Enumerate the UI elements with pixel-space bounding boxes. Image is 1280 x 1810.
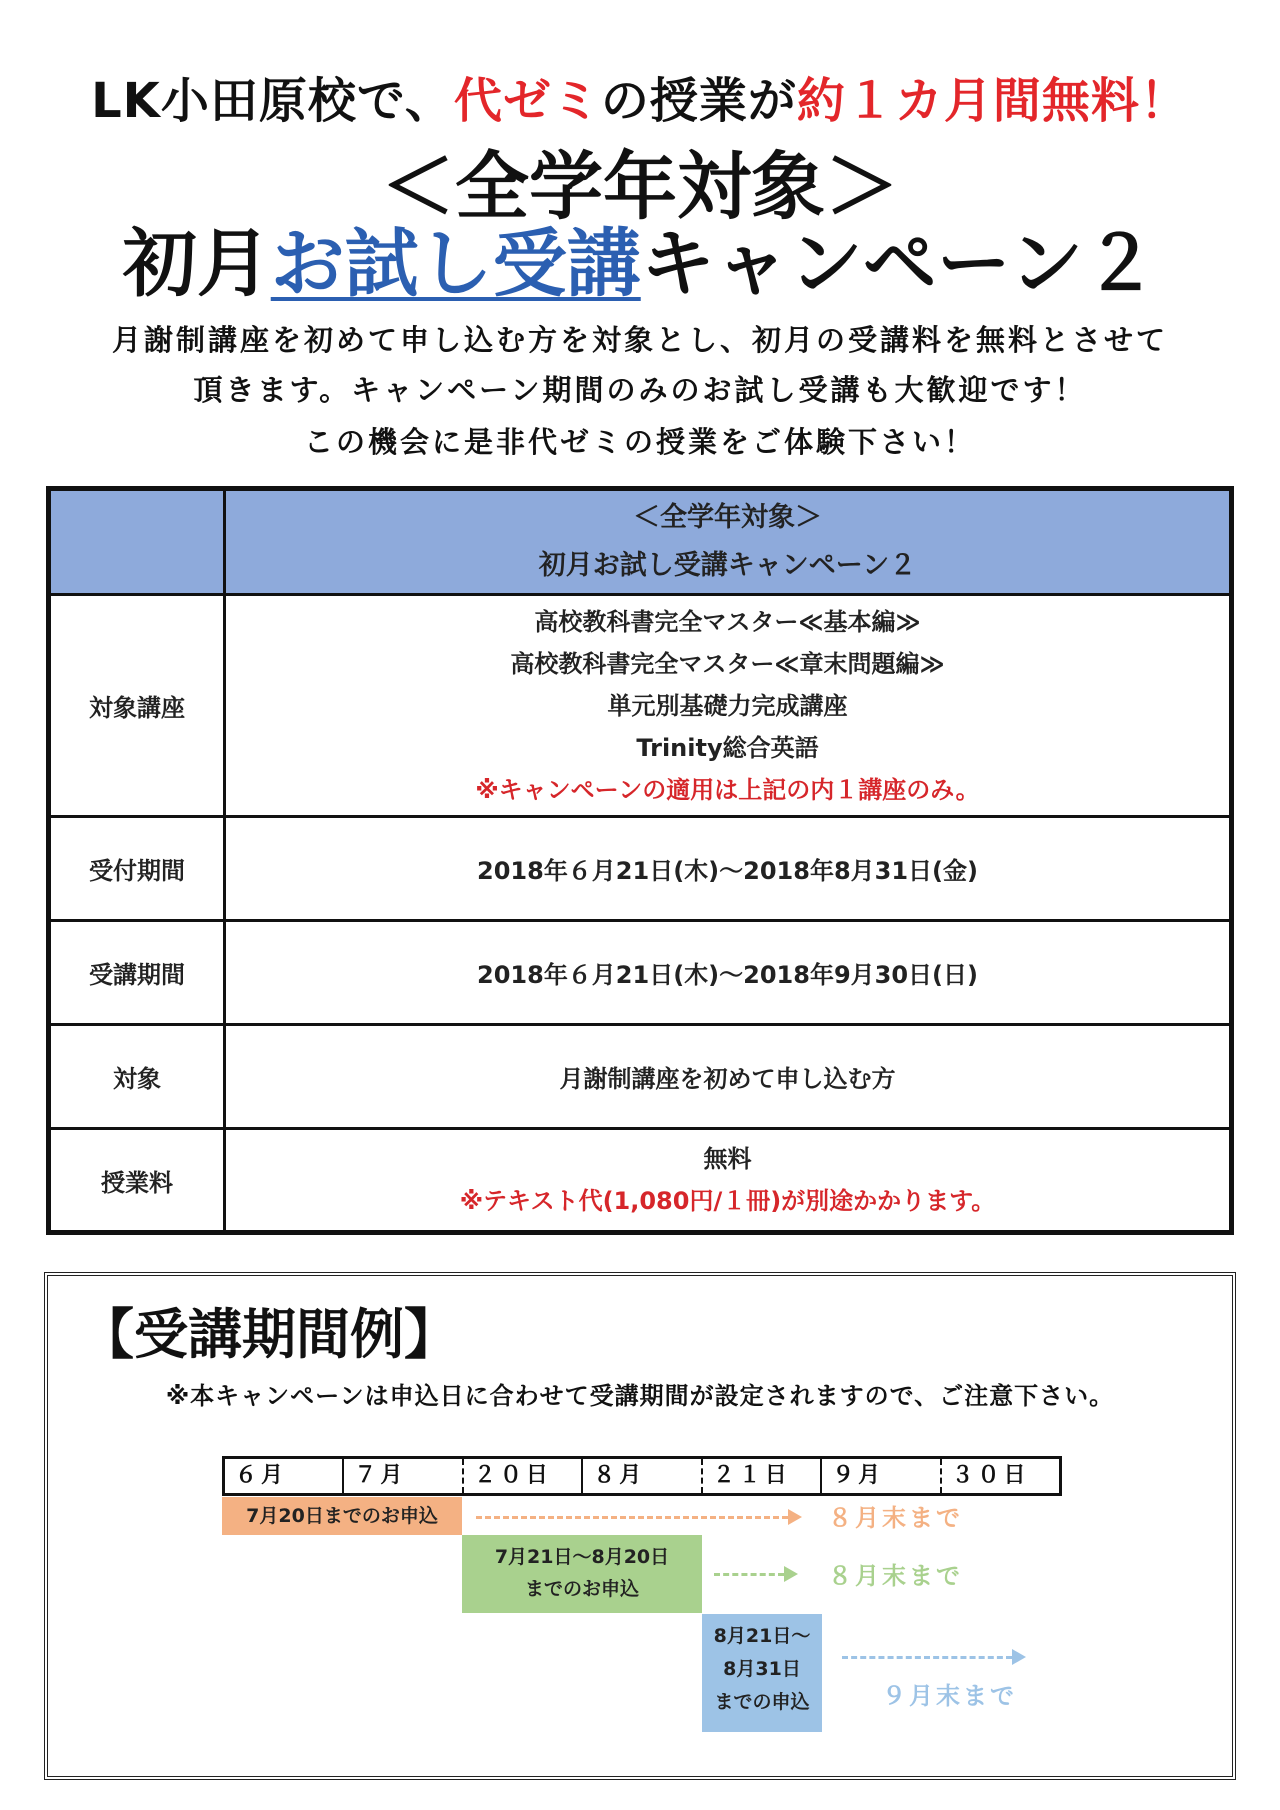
value-target: 月謝制講座を初めて申し込む方 [225,1025,1232,1129]
period-arrow-1-head [788,1509,802,1525]
example-note: ※本キャンペーンは申込日に合わせて受講期間が設定されますので、ご注意下さい。 [165,1382,1115,1410]
timeline-axis [222,1456,1062,1496]
course-item: 高校教科書完全マスター≪章末問題編≫ [510,649,945,678]
value-study: 2018年６月21日(木)～2018年9月30日(日) [225,921,1232,1025]
headline-part: 初月 [122,221,271,307]
period-arrow-1 [476,1516,788,1519]
period-until-3: ９月末まで [882,1682,1017,1710]
headline-part-free: 約１カ月間無料！ [796,73,1189,129]
headline-part: の授業が [600,73,797,129]
period-until-2: ８月末まで [828,1562,963,1590]
label-courses: 対象講座 [49,595,225,817]
intro-line-1: 月謝制講座を初めて申し込む方を対象とし、初月の受講料を無料とさせて [111,323,1168,357]
timeline-cell: ２０日 [462,1459,581,1493]
headline-part-yozemi: 代ゼミ [453,73,601,129]
value-reception: 2018年６月21日(木)～2018年8月31日(金) [225,817,1232,921]
label-fee: 授業料 [49,1129,225,1233]
period-arrow-3-head [1012,1649,1026,1665]
period-bar-1 [222,1497,462,1535]
timeline-cell: ２１日 [701,1459,820,1493]
timeline-cell: ６月 [235,1463,288,1488]
period-arrow-2 [714,1573,784,1576]
period-bar-3-label-2: 8月31日 [723,1658,801,1680]
period-bar-1-label: 7月20日までのお申込 [246,1505,438,1527]
table-row-courses [49,595,1232,817]
table-header-row [49,489,1232,595]
label-study: 受講期間 [49,921,225,1025]
fee-note: ※テキスト代(1,080円/１冊)が別途かかります。 [459,1187,996,1215]
period-bar-3-label-1: 8月21日～ [713,1625,811,1647]
courses-note: ※キャンペーンの適用は上記の内１講座のみ。 [475,775,980,804]
timeline-cell: ８月 [581,1459,700,1493]
period-bar-2-label-2: までのお申込 [524,1578,639,1600]
header-title-line-1: ＜全学年対象＞ [633,502,822,533]
course-item: Trinity総合英語 [636,733,819,762]
headline-all-grades: ＜全学年対象＞ [381,144,899,230]
table-row-reception [49,817,1232,921]
label-reception: 受付期間 [49,817,225,921]
fee-value: 無料 [703,1145,752,1173]
headline-part: LK小田原校で、 [91,73,454,129]
timeline-cell: ７月 [342,1459,461,1493]
headline-part-trial: お試し受講 [270,221,641,307]
course-item: 高校教科書完全マスター≪基本編≫ [534,607,921,636]
campaign-table [46,486,1234,1235]
table-row-target [49,1025,1232,1129]
course-item: 単元別基礎力完成講座 [607,691,848,720]
period-bar-2-label-1: 7月21日～8月20日 [494,1546,670,1568]
period-bar-3 [702,1614,822,1732]
value-courses [225,595,1232,817]
period-arrow-2-head [784,1566,798,1582]
timeline-cell: ３０日 [940,1459,1059,1493]
intro-line-2: 頂きます。キャンペーン期間のみのお試し受講も大歓迎です！ [193,373,1087,407]
header-title-line-2: 初月お試し受講キャンペーン２ [538,550,917,581]
table-row-fee [49,1129,1232,1233]
timeline-cell: ９月 [820,1459,939,1493]
header-empty-cell [49,489,225,595]
headline-free-month [0,62,1280,131]
table-row-study [49,921,1232,1025]
period-bar-3-label-3: までの申込 [714,1691,810,1713]
headline-part: キャンペーン２ [640,221,1158,307]
headline-campaign [0,205,1280,311]
period-bar-2 [462,1535,702,1613]
value-fee [225,1129,1232,1233]
header-title-cell [225,489,1232,595]
example-title: 【受講期間例】 [80,1303,458,1366]
label-target: 対象 [49,1025,225,1129]
period-arrow-3 [842,1656,1012,1659]
intro-line-3: この機会に是非代ゼミの授業をご体験下さい！ [303,425,976,459]
period-until-1: ８月末まで [828,1504,963,1532]
